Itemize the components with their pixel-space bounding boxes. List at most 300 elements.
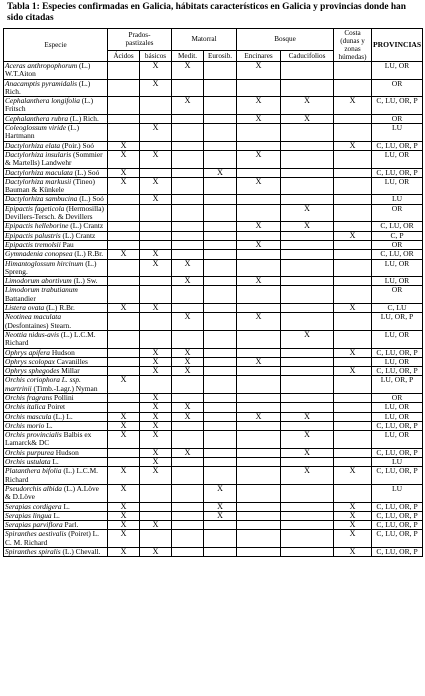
habitat-cell-costa — [334, 412, 372, 421]
habitat-cell-eurosib — [204, 97, 237, 115]
provincias-cell: LU — [372, 195, 423, 204]
provincias-cell: C, LU, OR, P — [372, 502, 423, 511]
habitat-cell-costa — [334, 521, 372, 530]
table-row — [4, 231, 423, 240]
habitat-cell-basicos — [140, 403, 172, 412]
table-row — [4, 530, 423, 548]
habitat-cell-caducifolios — [281, 195, 334, 204]
habitat-cell-costa — [334, 204, 372, 222]
habitat-cell-caducifolios — [281, 357, 334, 366]
species-author: (Sommier & Martells) Landwehr — [5, 150, 103, 168]
species-cell — [4, 97, 108, 115]
habitat-cell-medit — [172, 548, 204, 557]
species-cell — [4, 114, 108, 123]
species-author: Parl. — [62, 520, 79, 530]
species-name: Pseudorchis albida — [5, 484, 62, 493]
provincias-cell: OR — [372, 393, 423, 402]
species-name: Ophrys scolopax — [5, 357, 55, 366]
presence-mark: X — [152, 402, 159, 412]
presence-mark: X — [120, 303, 127, 313]
habitat-cell-acidos — [108, 62, 140, 80]
species-name: Platanthera bifolia — [5, 466, 62, 476]
habitat-cell-medit — [172, 195, 204, 204]
presence-mark: X — [349, 96, 356, 106]
species-name: Dactylorhiza maculata — [5, 168, 73, 177]
table-row — [4, 250, 423, 259]
habitat-cell-encinares — [237, 195, 281, 204]
habitat-cell-acidos — [108, 259, 140, 277]
presence-mark: X — [349, 231, 356, 240]
habitat-cell-medit — [172, 502, 204, 511]
habitat-cell-encinares — [237, 502, 281, 511]
habitat-cell-acidos — [108, 114, 140, 123]
habitat-cell-acidos — [108, 530, 140, 548]
habitat-cell-acidos — [108, 277, 140, 286]
presence-mark: X — [349, 303, 356, 313]
habitat-cell-acidos — [108, 403, 140, 412]
species-author: (L.) Chevall. — [60, 547, 101, 557]
habitat-cell-caducifolios — [281, 286, 334, 304]
presence-mark: X — [184, 61, 191, 70]
species-name: Orchis fragrans — [5, 393, 53, 402]
habitat-cell-encinares — [237, 231, 281, 240]
habitat-cell-encinares — [237, 511, 281, 520]
presence-mark: X — [152, 150, 159, 159]
species-author: (L.) Hartmann — [5, 123, 80, 141]
header-row-1 — [4, 29, 423, 51]
species-name: Orchis morio — [5, 421, 45, 430]
habitat-cell-costa — [334, 195, 372, 204]
habitat-cell-costa — [334, 79, 372, 97]
habitat-cell-medit — [172, 114, 204, 123]
table-row — [4, 79, 423, 97]
provincias-cell: OR — [372, 114, 423, 123]
habitat-cell-costa — [334, 141, 372, 150]
habitat-cell-basicos — [140, 548, 172, 557]
habitat-cell-medit — [172, 304, 204, 313]
species-cell — [4, 259, 108, 277]
habitat-cell-caducifolios — [281, 97, 334, 115]
presence-mark: X — [255, 312, 262, 322]
table-row — [4, 521, 423, 530]
habitat-cell-costa — [334, 304, 372, 313]
habitat-cell-medit — [172, 348, 204, 357]
presence-mark: X — [349, 529, 356, 539]
presence-mark: X — [120, 529, 127, 539]
presence-mark: X — [255, 412, 262, 421]
presence-mark: X — [217, 168, 223, 177]
habitat-cell-caducifolios — [281, 421, 334, 430]
habitat-cell-eurosib — [204, 222, 237, 231]
habitat-cell-caducifolios — [281, 458, 334, 467]
habitat-cell-caducifolios — [281, 177, 334, 195]
habitat-cell-medit — [172, 421, 204, 430]
species-author: (L.) Rich. — [5, 79, 91, 96]
table-row — [4, 259, 423, 277]
species-author: Battandier — [5, 293, 36, 303]
habitat-cell-eurosib — [204, 548, 237, 557]
habitat-cell-encinares — [237, 97, 281, 115]
species-cell — [4, 458, 108, 467]
presence-mark: X — [152, 61, 159, 70]
habitat-cell-basicos — [140, 277, 172, 286]
provincias-cell: LU, OR — [372, 431, 423, 449]
habitat-cell-encinares — [237, 548, 281, 557]
habitat-cell-encinares — [237, 177, 281, 195]
habitat-cell-eurosib — [204, 313, 237, 331]
habitat-cell-encinares — [237, 141, 281, 150]
habitat-cell-basicos — [140, 313, 172, 331]
presence-mark: X — [349, 348, 356, 357]
table-row — [4, 195, 423, 204]
habitat-cell-caducifolios — [281, 376, 334, 394]
habitat-cell-eurosib — [204, 114, 237, 123]
species-cell — [4, 150, 108, 168]
species-cell — [4, 376, 108, 394]
table-row — [4, 412, 423, 421]
habitat-cell-acidos — [108, 521, 140, 530]
presence-mark: X — [255, 276, 262, 286]
presence-mark: X — [217, 502, 223, 511]
presence-mark: X — [152, 547, 159, 557]
species-name: Anacamptis pyramidalis — [5, 79, 78, 88]
habitat-cell-costa — [334, 231, 372, 240]
species-cell — [4, 393, 108, 402]
habitat-cell-caducifolios — [281, 313, 334, 331]
provincias-cell: OR — [372, 286, 423, 304]
presence-mark: X — [184, 412, 191, 421]
habitat-cell-basicos — [140, 114, 172, 123]
provincias-cell: C, LU, OR, P — [372, 141, 423, 150]
habitat-cell-eurosib — [204, 286, 237, 304]
habitat-cell-basicos — [140, 286, 172, 304]
habitat-cell-acidos — [108, 357, 140, 366]
presence-mark: X — [304, 466, 310, 476]
presence-mark: X — [120, 141, 127, 150]
habitat-cell-medit — [172, 467, 204, 485]
habitat-cell-encinares — [237, 313, 281, 331]
habitat-cell-caducifolios — [281, 502, 334, 511]
habitat-cell-caducifolios — [281, 62, 334, 80]
provincias-cell: OR — [372, 79, 423, 97]
habitat-cell-acidos — [108, 448, 140, 457]
presence-mark: X — [304, 430, 310, 440]
habitat-cell-caducifolios — [281, 277, 334, 286]
presence-mark: X — [152, 177, 159, 186]
species-cell — [4, 79, 108, 97]
habitat-cell-eurosib — [204, 530, 237, 548]
species-cell — [4, 141, 108, 150]
habitat-cell-caducifolios — [281, 393, 334, 402]
provincias-cell: C, LU, OR, P — [372, 448, 423, 457]
habitat-cell-acidos — [108, 222, 140, 231]
species-cell — [4, 367, 108, 376]
presence-mark: X — [349, 520, 356, 530]
presence-mark: X — [152, 393, 159, 402]
habitat-cell-encinares — [237, 458, 281, 467]
habitat-cell-acidos — [108, 458, 140, 467]
habitat-cell-costa — [334, 177, 372, 195]
species-name: Epipactis tremolsii — [5, 240, 61, 249]
header-encinares: Encinares — [237, 50, 281, 61]
habitat-cell-eurosib — [204, 62, 237, 80]
provincias-cell: LU, OR — [372, 412, 423, 421]
habitat-cell-costa — [334, 393, 372, 402]
species-cell — [4, 502, 108, 511]
habitat-cell-encinares — [237, 222, 281, 231]
habitat-cell-basicos — [140, 431, 172, 449]
habitat-cell-encinares — [237, 431, 281, 449]
habitat-cell-caducifolios — [281, 141, 334, 150]
presence-mark: X — [304, 204, 310, 213]
species-cell — [4, 313, 108, 331]
provincias-cell: LU, OR, P — [372, 376, 423, 394]
habitat-cell-basicos — [140, 240, 172, 249]
habitat-cell-eurosib — [204, 467, 237, 485]
presence-mark: X — [152, 303, 159, 313]
presence-mark: X — [152, 249, 159, 259]
species-author: (Poiret) L. C. M. Richard — [5, 529, 100, 547]
habitat-cell-basicos — [140, 511, 172, 520]
species-cell — [4, 348, 108, 357]
species-name: Gymnadenia conopsea — [5, 249, 73, 259]
presence-mark: X — [120, 430, 127, 440]
habitat-cell-acidos — [108, 313, 140, 331]
species-name: Serapias cordigera — [5, 502, 62, 511]
habitat-cell-costa — [334, 277, 372, 286]
species-author: L. — [51, 511, 60, 520]
habitat-cell-costa — [334, 530, 372, 548]
habitat-cell-medit — [172, 62, 204, 80]
habitat-cell-eurosib — [204, 259, 237, 277]
provincias-cell: C, LU, OR, P — [372, 168, 423, 177]
habitat-cell-encinares — [237, 114, 281, 123]
habitat-cell-costa — [334, 97, 372, 115]
habitat-cell-medit — [172, 250, 204, 259]
table-row — [4, 448, 423, 457]
habitat-cell-encinares — [237, 150, 281, 168]
habitat-cell-medit — [172, 259, 204, 277]
presence-mark: X — [152, 466, 159, 476]
provincias-cell: C, LU — [372, 304, 423, 313]
table-row — [4, 421, 423, 430]
species-author: (L.) L.C.M. Richard — [5, 466, 99, 484]
presence-mark: X — [255, 221, 262, 231]
species-cell — [4, 521, 108, 530]
species-author: Hudson — [49, 348, 75, 357]
species-author: (Timb.-Lagr.) Nyman — [31, 383, 98, 393]
presence-mark: X — [304, 412, 310, 421]
habitat-cell-medit — [172, 286, 204, 304]
habitat-cell-medit — [172, 530, 204, 548]
species-cell — [4, 277, 108, 286]
species-author: (L.) Soó — [72, 168, 100, 177]
habitat-cell-acidos — [108, 367, 140, 376]
habitat-cell-medit — [172, 403, 204, 412]
provincias-cell: C, LU, OR, P — [372, 548, 423, 557]
presence-mark: X — [152, 123, 159, 133]
habitat-cell-caducifolios — [281, 204, 334, 222]
table-row — [4, 313, 423, 331]
provincias-cell: LU, OR — [372, 330, 423, 348]
habitat-cell-acidos — [108, 348, 140, 357]
habitat-cell-acidos — [108, 421, 140, 430]
presence-mark: X — [255, 150, 262, 159]
habitat-cell-medit — [172, 313, 204, 331]
provincias-cell: LU — [372, 124, 423, 142]
presence-mark: X — [184, 259, 191, 268]
habitat-cell-eurosib — [204, 393, 237, 402]
provincias-cell: C, LU, OR, P — [372, 511, 423, 520]
species-author: (L.) R.Br. — [72, 249, 104, 259]
habitat-cell-medit — [172, 357, 204, 366]
habitat-cell-acidos — [108, 412, 140, 421]
habitat-cell-costa — [334, 502, 372, 511]
habitat-cell-costa — [334, 548, 372, 557]
presence-mark: X — [349, 511, 356, 520]
species-author: Cavanilles — [54, 357, 88, 366]
habitat-cell-medit — [172, 168, 204, 177]
habitat-cell-costa — [334, 357, 372, 366]
habitat-cell-encinares — [237, 330, 281, 348]
presence-mark: X — [255, 240, 262, 249]
habitat-cell-costa — [334, 348, 372, 357]
presence-mark: X — [184, 357, 191, 366]
table-row — [4, 204, 423, 222]
header-basicos: básicos — [140, 50, 172, 61]
habitat-cell-eurosib — [204, 431, 237, 449]
presence-mark: X — [184, 448, 191, 457]
presence-mark: X — [152, 366, 159, 376]
species-cell — [4, 431, 108, 449]
habitat-cell-encinares — [237, 421, 281, 430]
habitat-cell-eurosib — [204, 150, 237, 168]
species-cell — [4, 195, 108, 204]
table-row — [4, 348, 423, 357]
presence-mark: X — [152, 348, 159, 357]
species-name: Neotinea maculata — [5, 312, 62, 322]
species-name: Orchis mascula — [5, 412, 52, 421]
habitat-cell-medit — [172, 376, 204, 394]
table-row — [4, 150, 423, 168]
species-cell — [4, 467, 108, 485]
table-row — [4, 114, 423, 123]
table-row — [4, 97, 423, 115]
habitat-cell-acidos — [108, 250, 140, 259]
table-row — [4, 62, 423, 80]
table-row — [4, 484, 423, 502]
habitat-cell-encinares — [237, 357, 281, 366]
species-name: Orchis coriophora L. ssp. martrinii — [5, 375, 81, 393]
habitat-cell-eurosib — [204, 204, 237, 222]
habitat-cell-eurosib — [204, 304, 237, 313]
habitat-cell-basicos — [140, 97, 172, 115]
species-cell — [4, 403, 108, 412]
table-row — [4, 357, 423, 366]
presence-mark: X — [152, 448, 159, 457]
habitat-cell-costa — [334, 62, 372, 80]
species-author: (L.) Crantz — [68, 221, 104, 231]
habitat-cell-medit — [172, 458, 204, 467]
species-author: (Desfontaines) Stearn. — [5, 320, 72, 330]
habitat-cell-acidos — [108, 502, 140, 511]
habitat-cell-costa — [334, 467, 372, 485]
habitat-cell-caducifolios — [281, 467, 334, 485]
presence-mark: X — [255, 114, 262, 123]
provincias-cell: C, LU, OR — [372, 222, 423, 231]
presence-mark: X — [184, 348, 191, 357]
habitat-cell-basicos — [140, 330, 172, 348]
habitat-cell-caducifolios — [281, 259, 334, 277]
habitat-cell-costa — [334, 250, 372, 259]
habitat-cell-eurosib — [204, 403, 237, 412]
habitat-cell-encinares — [237, 530, 281, 548]
presence-mark: X — [120, 502, 127, 511]
table-row — [4, 240, 423, 249]
provincias-cell: C, LU, OR, P — [372, 97, 423, 115]
provincias-cell: LU — [372, 458, 423, 467]
habitat-cell-caducifolios — [281, 150, 334, 168]
habitat-cell-basicos — [140, 124, 172, 142]
habitat-cell-basicos — [140, 177, 172, 195]
presence-mark: X — [349, 466, 356, 476]
habitat-cell-eurosib — [204, 421, 237, 430]
presence-mark: X — [152, 259, 159, 268]
habitat-cell-encinares — [237, 304, 281, 313]
species-author: Pau — [60, 240, 74, 249]
table-row — [4, 403, 423, 412]
species-author: L. — [61, 502, 70, 511]
presence-mark: X — [152, 421, 159, 430]
habitat-cell-eurosib — [204, 502, 237, 511]
table-row — [4, 431, 423, 449]
habitat-cell-basicos — [140, 168, 172, 177]
habitat-cell-basicos — [140, 530, 172, 548]
habitat-cell-encinares — [237, 168, 281, 177]
habitat-cell-medit — [172, 150, 204, 168]
species-name: Serapias parviflora — [5, 520, 63, 530]
header-eurosib: Eurosib. — [204, 50, 237, 61]
habitat-cell-caducifolios — [281, 367, 334, 376]
table-row — [4, 458, 423, 467]
presence-mark: X — [120, 412, 127, 421]
species-name: Orchis purpurea — [5, 448, 54, 457]
habitat-cell-acidos — [108, 97, 140, 115]
presence-mark: X — [255, 61, 262, 70]
table-caption: Tabla 1: Especies confirmadas en Galicia, hábitats característicos en Galicia y provincias donde han sido citadas — [7, 2, 406, 23]
habitat-cell-costa — [334, 484, 372, 502]
habitat-cell-eurosib — [204, 412, 237, 421]
habitat-cell-basicos — [140, 467, 172, 485]
provincias-cell: C, P — [372, 231, 423, 240]
table-row — [4, 141, 423, 150]
habitat-cell-basicos — [140, 376, 172, 394]
header-especie: Especie — [4, 29, 108, 62]
presence-mark: X — [120, 421, 127, 430]
table-row — [4, 502, 423, 511]
habitat-cell-eurosib — [204, 240, 237, 249]
presence-mark: X — [152, 194, 159, 204]
habitat-cell-basicos — [140, 458, 172, 467]
species-name: Orchis provincialis — [5, 430, 62, 440]
habitat-cell-basicos — [140, 348, 172, 357]
habitat-cell-eurosib — [204, 330, 237, 348]
habitat-cell-basicos — [140, 141, 172, 150]
table-row — [4, 124, 423, 142]
habitat-cell-encinares — [237, 484, 281, 502]
habitat-cell-acidos — [108, 79, 140, 97]
habitat-cell-costa — [334, 330, 372, 348]
